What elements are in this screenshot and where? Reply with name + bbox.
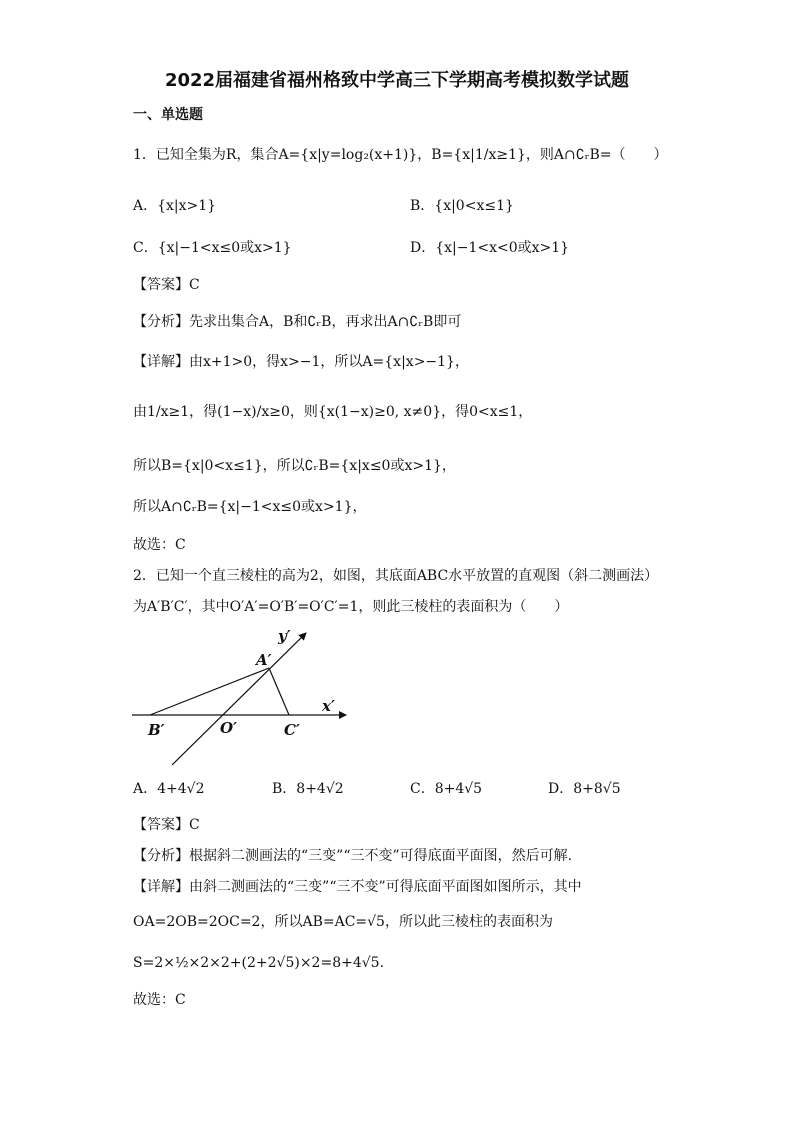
edge-a-c	[269, 668, 289, 715]
q1-stem: 1．已知全集为R，集合A={x|y=log₂(x+1)}，B={x|1/x≥1}，则A∩∁ᵣB=（ ）	[133, 147, 668, 163]
q1-detail-1: 【详解】由x+1>0，得x>−1，所以A={x|x>−1}，	[133, 354, 469, 370]
q2-option-b: B．8+4√2	[272, 781, 344, 797]
q2-option-d: D．8+8√5	[548, 781, 621, 797]
q2-stem-1: 2．已知一个直三棱柱的高为2，如图，其底面ABC水平放置的直观图（斜二测画法）	[133, 568, 659, 584]
oblique-projection-figure	[128, 625, 358, 770]
label-vertex-a: A′	[256, 651, 272, 669]
q1-option-a: A．{x|x>1}	[133, 198, 217, 214]
q1-option-c: C．{x|−1<x≤0或x>1}	[133, 240, 292, 256]
section-heading: 一、单选题	[133, 107, 203, 123]
q2-analysis: 【分析】根据斜二测画法的“三变”“三不变”可得底面平面图，然后可解.	[133, 848, 573, 864]
page-title: 2022届福建省福州格致中学高三下学期高考模拟数学试题	[164, 70, 630, 91]
q1-detail-2: 由1/x≥1，得(1−x)/x≥0，则{x(1−x)≥0, x≠0}，得0<x≤1，	[133, 404, 533, 420]
edge-b-a	[150, 668, 269, 715]
q2-choose: 故选：C	[133, 992, 186, 1008]
q2-stem-2: 为A′B′C′，其中O′A′=O′B′=O′C′=1，则此三棱柱的表面积为（ ）	[133, 599, 569, 615]
label-x-axis: x′	[322, 697, 335, 715]
q1-choose: 故选：C	[133, 537, 186, 553]
q1-analysis: 【分析】先求出集合A，B和∁ᵣB，再求出A∩∁ᵣB即可	[133, 314, 462, 330]
q1-option-d: D．{x|−1<x<0或x>1}	[410, 240, 570, 256]
label-origin-o: O′	[220, 719, 238, 737]
label-vertex-c: C′	[284, 721, 300, 739]
q2-answer: 【答案】C	[133, 817, 200, 833]
q2-detail-3: S=2×½×2×2+(2+2√5)×2=8+4√5.	[133, 955, 385, 971]
q2-option-c: C．8+4√5	[410, 781, 483, 797]
label-vertex-b: B′	[148, 721, 165, 739]
q1-detail-4: 所以A∩∁ᵣB={x|−1<x≤0或x>1}，	[133, 499, 367, 515]
q1-detail-3: 所以B={x|0<x≤1}，所以∁ᵣB={x|x≤0或x>1}，	[133, 458, 456, 474]
q1-answer: 【答案】C	[133, 277, 200, 293]
q1-option-b: B．{x|0<x≤1}	[410, 198, 514, 214]
label-y-axis: y′	[278, 627, 291, 645]
q2-option-a: A．4+4√2	[133, 781, 205, 797]
q2-detail-1: 【详解】由斜二测画法的“三变”“三不变”可得底面平面图如图所示，其中	[133, 879, 582, 895]
q2-detail-2: OA=2OB=2OC=2，所以AB=AC=√5，所以此三棱柱的表面积为	[133, 914, 553, 930]
